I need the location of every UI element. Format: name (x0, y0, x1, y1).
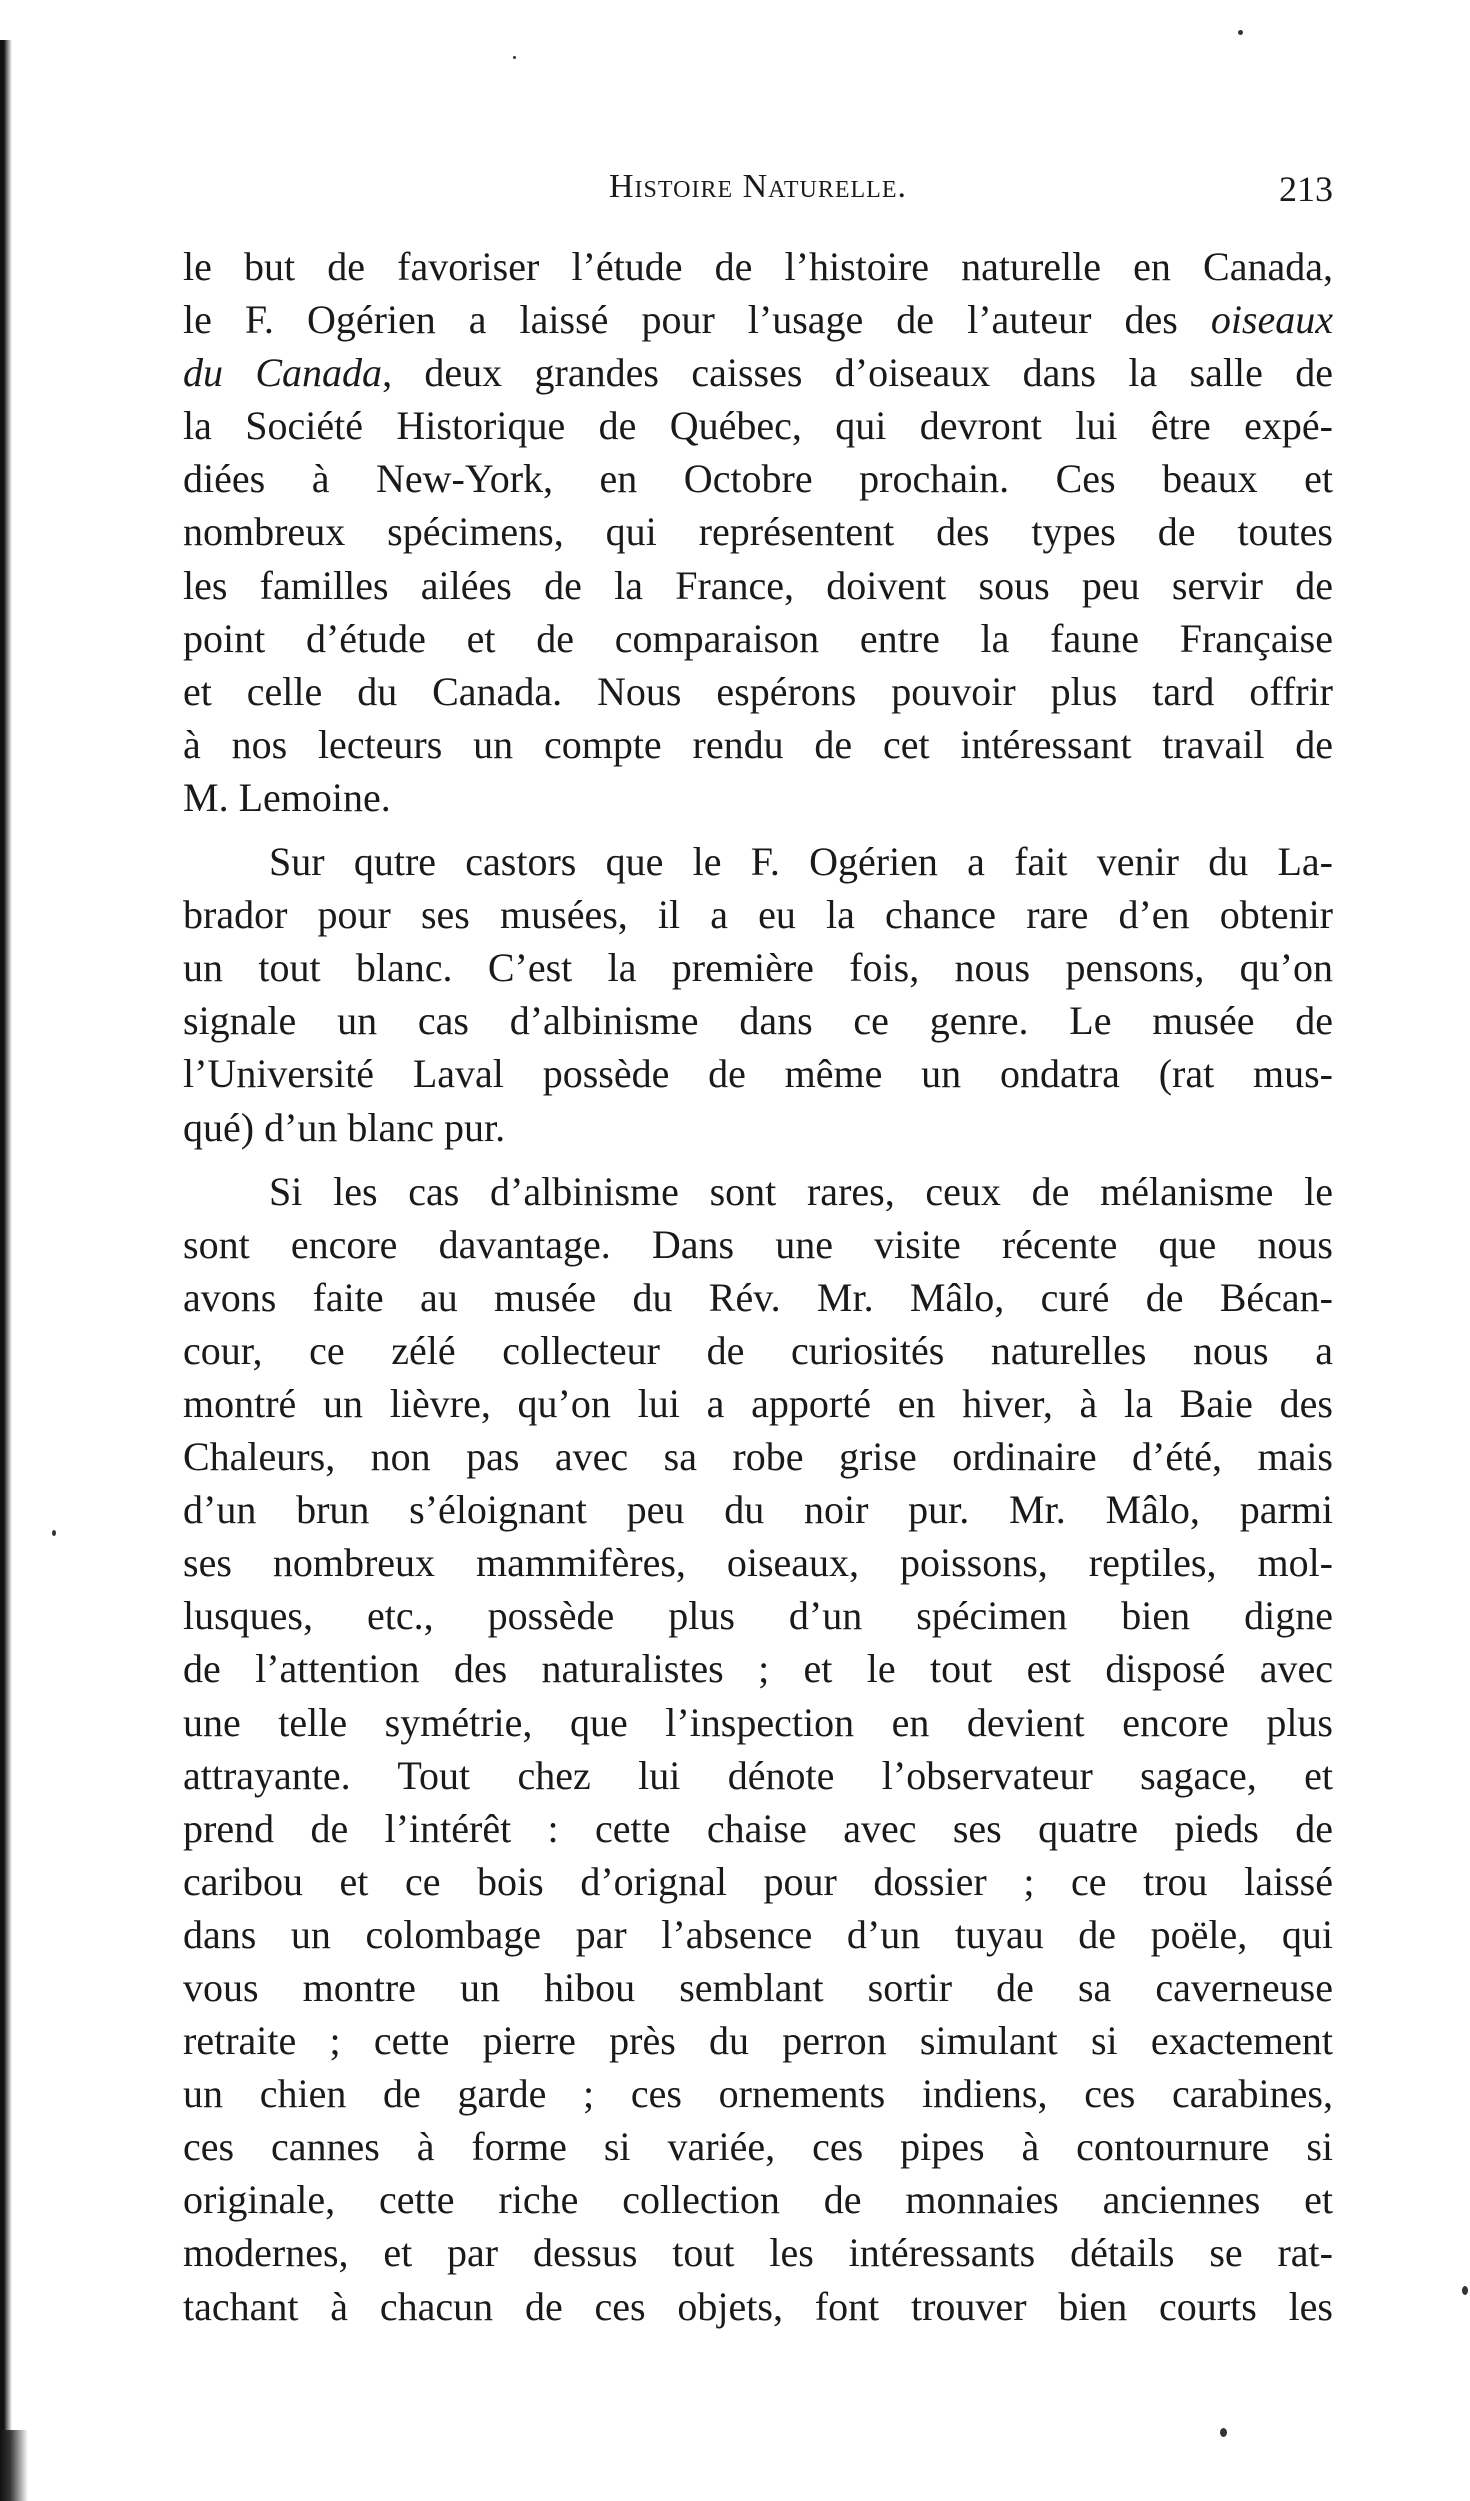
text-line: lusques, etc., possède plus d’un spécimen bien digne (183, 1593, 1333, 1639)
text-line: les familles ailées de la France, doivent sous peu servir de (183, 562, 1333, 608)
text-span: le F. Ogérien a laissé pour l’usage de l’auteur des (183, 297, 1211, 343)
page-binding-foot (0, 2430, 28, 2501)
text-line: d’un brun s’éloignant peu du noir pur. Mr. Mâlo, parmi (183, 1487, 1333, 1533)
body-text (183, 240, 1333, 2333)
text-line: vous montre un hibou semblant sortir de sa caverneuse (183, 1965, 1333, 2010)
text-line: signale un cas d’albinisme dans ce genre. Le musée de (183, 998, 1333, 1044)
page-number: 213 (1279, 169, 1333, 209)
text-line: tachant à chacun de ces objets, font trouver bien courts les (183, 2283, 1333, 2329)
text-line: point d’étude et de comparaison entre la faune Française (183, 615, 1333, 661)
text-line: originale, cette riche collection de monnaies anciennes et (183, 2177, 1333, 2223)
text-line: de l’attention des naturalistes ; et le tout est disposé avec (183, 1646, 1333, 1692)
paragraph-3 (183, 1165, 1333, 2333)
text-line: dans un colombage par l’absence d’un tuyau de poële, qui (183, 1911, 1333, 1957)
text-line: brador pour ses musées, il a eu la chance rare d’en obtenir (183, 892, 1333, 938)
scan-speck (1238, 30, 1243, 35)
paragraph-1 (183, 240, 1333, 824)
text-line: caribou et ce bois d’orignal pour dossier ; ce trou laissé (183, 1858, 1333, 1904)
text-line: montré un lièvre, qu’on lui a apporté en hiver, à la Baie des (183, 1380, 1333, 1426)
text-line: à nos lecteurs un compte rendu de cet intéressant travail de (183, 721, 1333, 767)
text-line: diées à New-York, en Octobre prochain. Ces beaux et (183, 456, 1333, 502)
page-header (183, 158, 1333, 218)
scan-speck (1220, 2428, 1227, 2437)
text-line: ces cannes à forme si variée, ces pipes à contournure si (183, 2124, 1333, 2170)
text-line: sont encore davantage. Dans une visite récente que nous (183, 1221, 1333, 1267)
text-line: cour, ce zélé collecteur de curiosités naturelles nous a (183, 1327, 1333, 1373)
text-line: un chien de garde ; ces ornements indiens, ces carabines, (183, 2071, 1333, 2117)
text-line: l’Université Laval possède de même un ondatra (rat mus- (183, 1051, 1333, 1097)
text-line (183, 293, 1333, 346)
scan-speck (52, 1530, 56, 1536)
text-line: avons faite au musée du Rév. Mr. Mâlo, curé de Bécan- (183, 1274, 1333, 1320)
italic-title: du Canada (183, 350, 383, 396)
text-line: Si les cas d’albinisme sont rares, ceux de mélanisme le (269, 1168, 1333, 1214)
scan-speck (1462, 2286, 1468, 2295)
scan-speck (513, 56, 516, 59)
text-line: modernes, et par dessus tout les intéressants détails se rat- (183, 2230, 1333, 2276)
page-binding-edge (0, 40, 12, 2440)
text-line: prend de l’intérêt : cette chaise avec ses quatre pieds de (183, 1805, 1333, 1851)
text-line: nombreux spécimens, qui représentent des types de toutes (183, 509, 1333, 555)
italic-title: oiseaux (1210, 297, 1333, 343)
running-head: Histoire Naturelle. (609, 168, 907, 205)
text-line (183, 346, 1333, 399)
text-line: ses nombreux mammifères, oiseaux, poissons, reptiles, mol- (183, 1540, 1333, 1586)
text-line: qué) d’un blanc pur. (183, 1104, 506, 1150)
text-line: la Société Historique de Québec, qui devront lui être expé- (183, 403, 1333, 449)
text-span: , deux grandes caisses d’oiseaux dans la salle de (382, 350, 1333, 396)
text-line: et celle du Canada. Nous espérons pouvoir plus tard offrir (183, 668, 1333, 714)
text-line: le but de favoriser l’étude de l’histoire naturelle en Canada, (183, 244, 1333, 289)
text-line: retraite ; cette pierre près du perron simulant si exactement (183, 2018, 1333, 2064)
text-line: Chaleurs, non pas avec sa robe grise ordinaire d’été, mais (183, 1434, 1333, 1480)
paragraph-2 (183, 835, 1333, 1154)
text-line: Sur qutre castors que le F. Ogérien a fait venir du La- (269, 839, 1333, 885)
text-line: une telle symétrie, que l’inspection en devient encore plus (183, 1699, 1333, 1745)
text-line: M. Lemoine. (183, 774, 391, 820)
text-line: attrayante. Tout chez lui dénote l’observateur sagace, et (183, 1752, 1333, 1798)
text-line: un tout blanc. C’est la première fois, nous pensons, qu’on (183, 945, 1333, 991)
